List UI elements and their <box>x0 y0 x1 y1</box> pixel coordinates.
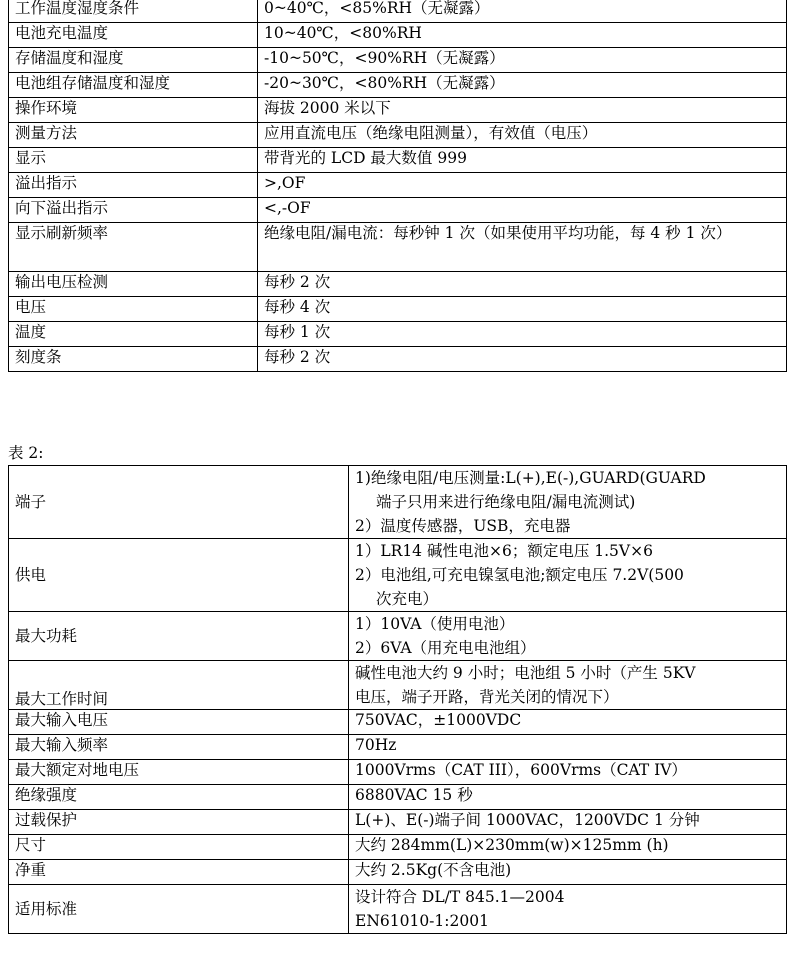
table-row <box>9 710 787 735</box>
table-row <box>9 173 787 198</box>
table-row <box>9 785 787 810</box>
table-row <box>9 98 787 123</box>
value-line: 次充电） <box>376 590 439 608</box>
table-row <box>9 322 787 347</box>
row-label: 操作环境 <box>9 98 258 123</box>
row-value: 海拔 2000 米以下 <box>258 98 787 123</box>
row-value: 大约 284mm(L)×230mm(w)×125mm (h) <box>349 835 787 860</box>
row-value: 每秒 4 次 <box>258 297 787 322</box>
row-value: <,-OF <box>258 198 787 223</box>
row-label: 最大额定对地电压 <box>9 760 349 785</box>
row-label: 尺寸 <box>9 835 349 860</box>
row-value: 大约 2.5Kg(不含电池) <box>349 860 787 885</box>
row-label: 最大功耗 <box>9 612 349 661</box>
table-row <box>9 23 787 48</box>
row-label: 电压 <box>9 297 258 322</box>
table-row <box>9 735 787 760</box>
table-row <box>9 223 787 272</box>
row-label: 测量方法 <box>9 123 258 148</box>
row-label: 最大输入电压 <box>9 710 349 735</box>
row-value: 6880VAC 15 秒 <box>349 785 787 810</box>
row-value: >,OF <box>258 173 787 198</box>
table-caption: 表 2: <box>8 444 44 462</box>
row-label: 向下溢出指示 <box>9 198 258 223</box>
table-row <box>9 810 787 835</box>
value-line: 碱性电池大约 9 小时；电池组 5 小时（产生 5KV <box>355 664 696 682</box>
row-label: 溢出指示 <box>9 173 258 198</box>
table-row <box>9 612 787 661</box>
table-row <box>9 539 787 612</box>
table-row <box>9 835 787 860</box>
value-line: 端子只用来进行绝缘电阻/漏电流测试) <box>376 493 636 511</box>
value-line: 设计符合 DL/T 845.1—2004 <box>355 888 565 906</box>
row-value <box>349 661 787 710</box>
row-value: L(+)、E(-)端子间 1000VAC，1200VDC 1 分钟 <box>349 810 787 835</box>
table-row <box>9 297 787 322</box>
electrical-spec-table <box>8 465 787 934</box>
row-value: 每秒 1 次 <box>258 322 787 347</box>
row-value <box>349 466 787 539</box>
row-label: 温度 <box>9 322 258 347</box>
row-value <box>349 612 787 661</box>
row-value: -20~30℃，<80%RH（无凝露） <box>258 73 787 98</box>
table-row <box>9 860 787 885</box>
table-row <box>9 73 787 98</box>
value-line: 2）6VA（用充电电池组） <box>355 639 536 657</box>
row-label: 最大输入频率 <box>9 735 349 760</box>
row-label: 最大工作时间 <box>9 661 349 710</box>
value-line: 1）LR14 碱性电池×6；额定电压 1.5V×6 <box>355 542 653 560</box>
value-line: 1)绝缘电阻/电压测量:L(+),E(-),GUARD(GUARD <box>355 469 706 487</box>
table-row <box>9 198 787 223</box>
table-row <box>9 466 787 539</box>
row-label: 电池充电温度 <box>9 23 258 48</box>
row-value <box>349 885 787 934</box>
value-line: 2）电池组,可充电镍氢电池;额定电压 7.2V(500 <box>355 566 684 584</box>
row-label: 供电 <box>9 539 349 612</box>
row-value: 10~40℃，<80%RH <box>258 23 787 48</box>
table-row <box>9 0 787 23</box>
row-label: 净重 <box>9 860 349 885</box>
table-row <box>9 760 787 785</box>
value-line: EN61010-1:2001 <box>355 912 489 930</box>
table-row <box>9 48 787 73</box>
row-label: 适用标准 <box>9 885 349 934</box>
value-line: 2）温度传感器，USB，充电器 <box>355 517 571 535</box>
table-row <box>9 123 787 148</box>
row-value: 0~40℃，<85%RH（无凝露） <box>258 0 787 23</box>
value-line: 1）10VA（使用电池） <box>355 615 515 633</box>
row-label: 端子 <box>9 466 349 539</box>
row-label: 刻度条 <box>9 347 258 372</box>
table-row <box>9 148 787 173</box>
table-row <box>9 885 787 934</box>
row-value: 绝缘电阻/漏电流：每秒钟 1 次（如果使用平均功能，每 4 秒 1 次） <box>258 223 787 272</box>
row-value: 1000Vrms（CAT III），600Vrms（CAT IV） <box>349 760 787 785</box>
environment-spec-table <box>8 0 787 372</box>
table-row <box>9 272 787 297</box>
row-label: 过载保护 <box>9 810 349 835</box>
row-value: 750VAC，±1000VDC <box>349 710 787 735</box>
table-row <box>9 661 787 710</box>
row-label: 显示 <box>9 148 258 173</box>
row-value: 带背光的 LCD 最大数值 999 <box>258 148 787 173</box>
row-value: 70Hz <box>349 735 787 760</box>
row-label: 绝缘强度 <box>9 785 349 810</box>
row-value: 应用直流电压（绝缘电阻测量），有效值（电压） <box>258 123 787 148</box>
row-label: 显示刷新频率 <box>9 223 258 272</box>
table-row <box>9 347 787 372</box>
row-value: 每秒 2 次 <box>258 272 787 297</box>
value-line: 电压，端子开路，背光关闭的情况下） <box>355 688 619 706</box>
row-label: 存储温度和湿度 <box>9 48 258 73</box>
row-label: 电池组存储温度和湿度 <box>9 73 258 98</box>
row-value: 每秒 2 次 <box>258 347 787 372</box>
row-value: -10~50℃，<90%RH（无凝露） <box>258 48 787 73</box>
row-label: 工作温度湿度条件 <box>9 0 258 23</box>
row-value <box>349 539 787 612</box>
row-label: 输出电压检测 <box>9 272 258 297</box>
